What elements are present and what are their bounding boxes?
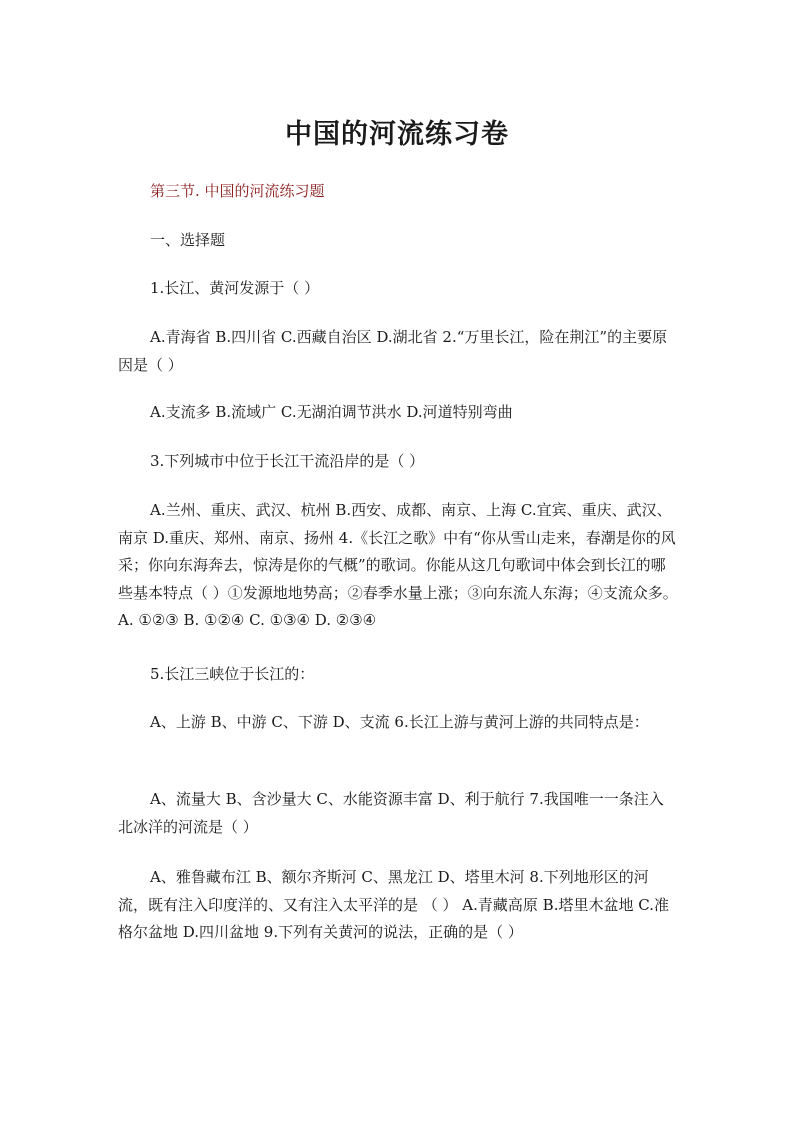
question-5: 5.长江三峡位于长江的： — [150, 665, 315, 683]
question-6-options-question-7: A、流量大 B、含沙量大 C、水能资源丰富 D、利于航行 7.我国唯一一条注入北冰洋的河流是（ ） — [118, 790, 664, 836]
question-1: 1.长江、黄河发源于（ ） — [150, 279, 320, 297]
question-2-options: A.支流多 B.流域广 C.无湖泊调节洪水 D.河道特别弯曲 — [150, 403, 513, 421]
question-3: 3.下列城市中位于长江干流沿岸的是（ ） — [150, 452, 425, 470]
document-title: 中国的河流练习卷 — [285, 119, 509, 150]
part-heading: 一、选择题 — [150, 231, 226, 249]
question-5-options-question-6: A、上游 B、中游 C、下游 D、支流 6.长江上游与黄河上游的共同特点是： — [150, 713, 649, 731]
question-7-options-question-8-9: A、雅鲁藏布江 B、额尔齐斯河 C、黑龙江 D、塔里木河 8.下列地形区的河流，既有注入印度洋的、又有注入太平洋的是 （ ） A.青藏高原 B.塔里木盆地 C.准格尔盆地 D.四川盆地 9.下列有关黄河的说法，正确的是（ ） — [118, 868, 669, 941]
question-1-options-question-2: A.青海省 B.四川省 C.西藏自治区 D.湖北省 2.“万里长江，险在荆江”的主要原因是（ ） — [118, 328, 668, 374]
question-3-options-question-4: A.兰州、重庆、武汉、杭州 B.西安、成都、南京、上海 C.宜宾、重庆、武汉、南京 D.重庆、郑州、南京、扬州 4.《长江之歌》中有“你从雪山走来，春潮是你的风采；你向东海奔去，惊涛是你的气概”的歌词。你能从这几句歌词中体会到长江的哪些基本特点（ ）①发源地地势高；②春季水量上涨；③向东流人东海；④支流众多。 A. ①②③ B. ①②④ C. ①③④ D. ②③④ — [118, 501, 678, 629]
section-heading: 第三节. 中国的河流练习题 — [150, 182, 325, 200]
